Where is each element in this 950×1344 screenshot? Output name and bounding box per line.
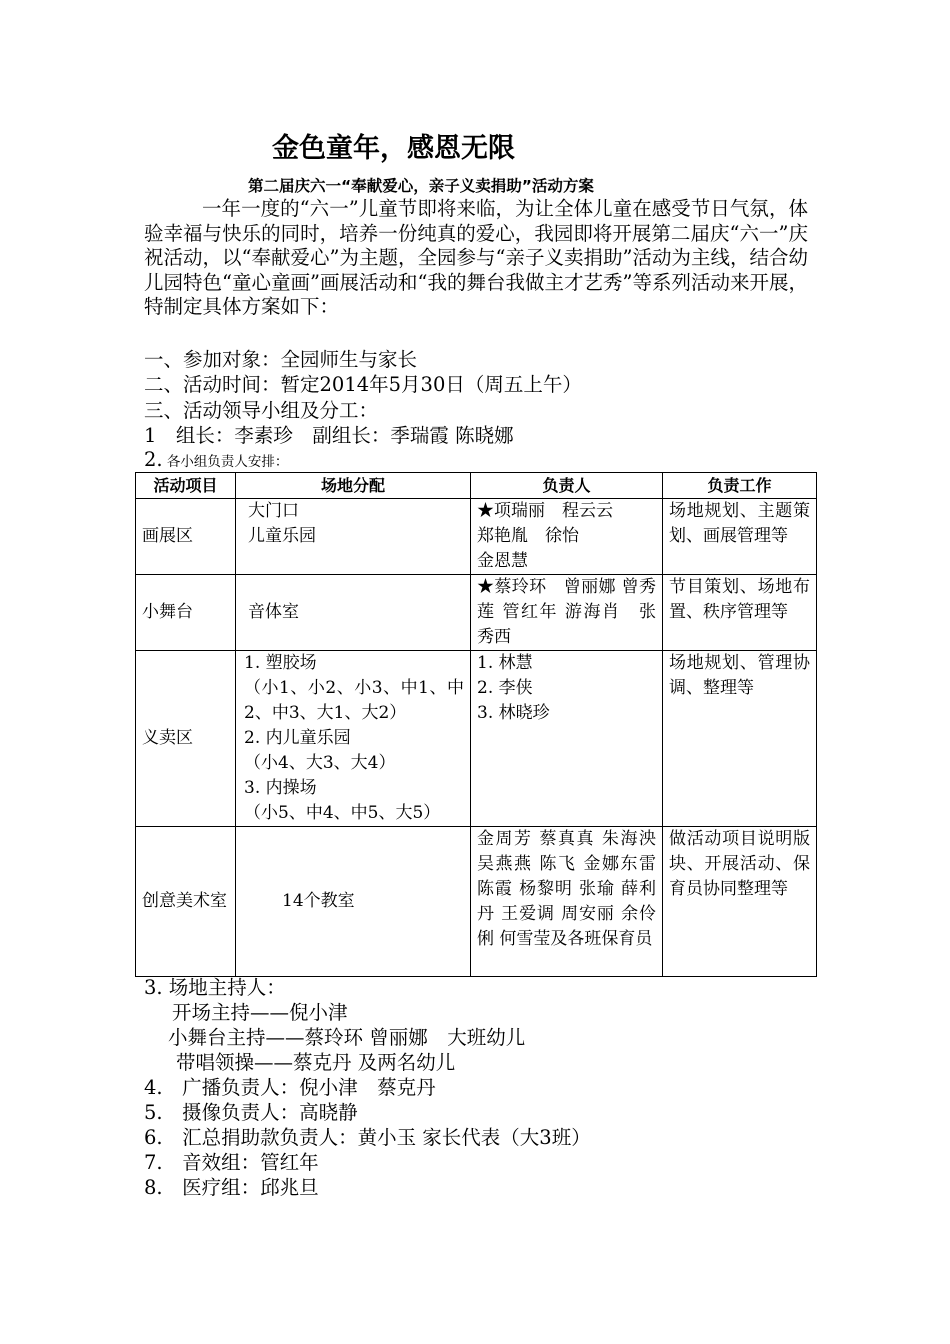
venue-line: 大门口 — [248, 501, 299, 521]
area-cell: 画展区 — [136, 499, 236, 575]
person-line: 2. 李侠 — [477, 678, 533, 698]
venue-line: 儿童乐园 — [248, 526, 316, 546]
person-line: 金恩慧 — [477, 551, 528, 571]
header-venue: 场地分配 — [236, 473, 471, 499]
list-item: 开场主持——倪小津 — [172, 1001, 348, 1024]
list-item: 带唱领操——蔡克丹 及两名幼儿 — [176, 1051, 456, 1074]
area-cell: 创意美术室 — [136, 827, 236, 977]
person-line: ★项瑞丽 程云云 — [477, 501, 613, 521]
work-cell: 场地规划、管理协调、整理等 — [663, 651, 817, 827]
person-line: 3. 林晓珍 — [477, 703, 550, 723]
area-cell: 小舞台 — [136, 575, 236, 651]
person-line: 1. 林慧 — [477, 653, 533, 673]
work-cell: 节目策划、场地布置、秩序管理等 — [663, 575, 817, 651]
header-activity: 活动项目 — [136, 473, 236, 499]
person-line: 郑艳胤 徐怡 — [477, 526, 579, 546]
list-item: 3. 场地主持人： — [144, 976, 286, 999]
table-row — [136, 499, 817, 575]
venue-line: （小5、中4、中5、大5） — [244, 803, 441, 823]
venue-cell — [236, 651, 471, 827]
section-participants: 一、参加对象：全园师生与家长 — [144, 348, 418, 371]
list-item: 4. 广播负责人：倪小津 蔡克丹 — [144, 1076, 436, 1099]
venue-cell — [236, 499, 471, 575]
venue-line: （小4、大3、大4） — [244, 753, 396, 773]
leaders-line: 1 组长：李素珍 副组长：季瑞霞 陈晓娜 — [144, 424, 514, 447]
list-item: 7. 音效组：管红年 — [144, 1151, 319, 1174]
section-leadership: 三、活动领导小组及分工： — [144, 399, 379, 422]
table-row — [136, 651, 817, 827]
person-cell — [471, 499, 663, 575]
venue-line: 2. 内儿童乐园 — [244, 728, 351, 748]
venue-line: 1. 塑胶场 — [244, 653, 317, 673]
list-item: 8. 医疗组：邱兆旦 — [144, 1176, 319, 1199]
document-title: 金色童年，感恩无限 — [272, 133, 515, 164]
venue-line: 音体室 — [248, 602, 299, 622]
work-cell: 做活动项目说明版块、开展活动、保育员协同整理等 — [663, 827, 817, 977]
venue-cell — [236, 827, 471, 977]
header-work: 负责工作 — [663, 473, 817, 499]
table-header-row — [136, 473, 817, 499]
intro-paragraph: 一年一度的“六一”儿童节即将来临，为让全体儿童在感受节日气氛，体验幸福与快乐的同时，培养一份纯真的爱心，我园即将开展第二届庆“六一”庆祝活动，以“奉献爱心”为主题，全园参与“亲子义卖捐助”活动为主线，结合幼儿园特色“童心童画”画展活动和“我的舞台我做主才艺秀”等系列活动来开展，特制定具体方案如下： — [144, 197, 808, 318]
table-row — [136, 827, 817, 977]
venue-line: （小1、小2、小3、中1、中2、中3、大1、大2） — [244, 678, 464, 723]
venue-line: 3. 内操场 — [244, 778, 317, 798]
assignment-table — [135, 472, 817, 977]
area-cell: 义卖区 — [136, 651, 236, 827]
list-item: 小舞台主持——蔡玲环 曾丽娜 大班幼儿 — [168, 1026, 526, 1049]
subgroup-label: 各小组负责人安排： — [166, 454, 289, 470]
document-subtitle: 第二届庆六一“奉献爱心，亲子义卖捐助”活动方案 — [248, 177, 594, 195]
work-cell: 场地规划、主题策划、画展管理等 — [663, 499, 817, 575]
section-time: 二、活动时间：暂定2014年5月30日（周五上午） — [144, 373, 582, 396]
person-cell: 金周芳 蔡真真 朱海泱 吴燕燕 陈飞 金娜东雷 陈霞 杨黎明 张瑜 薛利丹 王爱调 周安丽 余伶俐 何雪莹及各班保育员 — [471, 827, 663, 977]
subgroup-heading — [144, 450, 288, 472]
list-item: 5. 摄像负责人：高晓静 — [144, 1101, 358, 1124]
list-item: 6. 汇总捐助款负责人：黄小玉 家长代表（大3班） — [144, 1126, 591, 1149]
table-row — [136, 575, 817, 651]
subgroup-number: 2. — [144, 448, 163, 471]
venue-cell — [236, 575, 471, 651]
header-person: 负责人 — [471, 473, 663, 499]
venue-line: 14个教室 — [282, 891, 355, 911]
person-cell — [471, 651, 663, 827]
person-cell: ★蔡玲环 曾丽娜 曾秀莲 管红年 游海肖 张秀西 — [471, 575, 663, 651]
